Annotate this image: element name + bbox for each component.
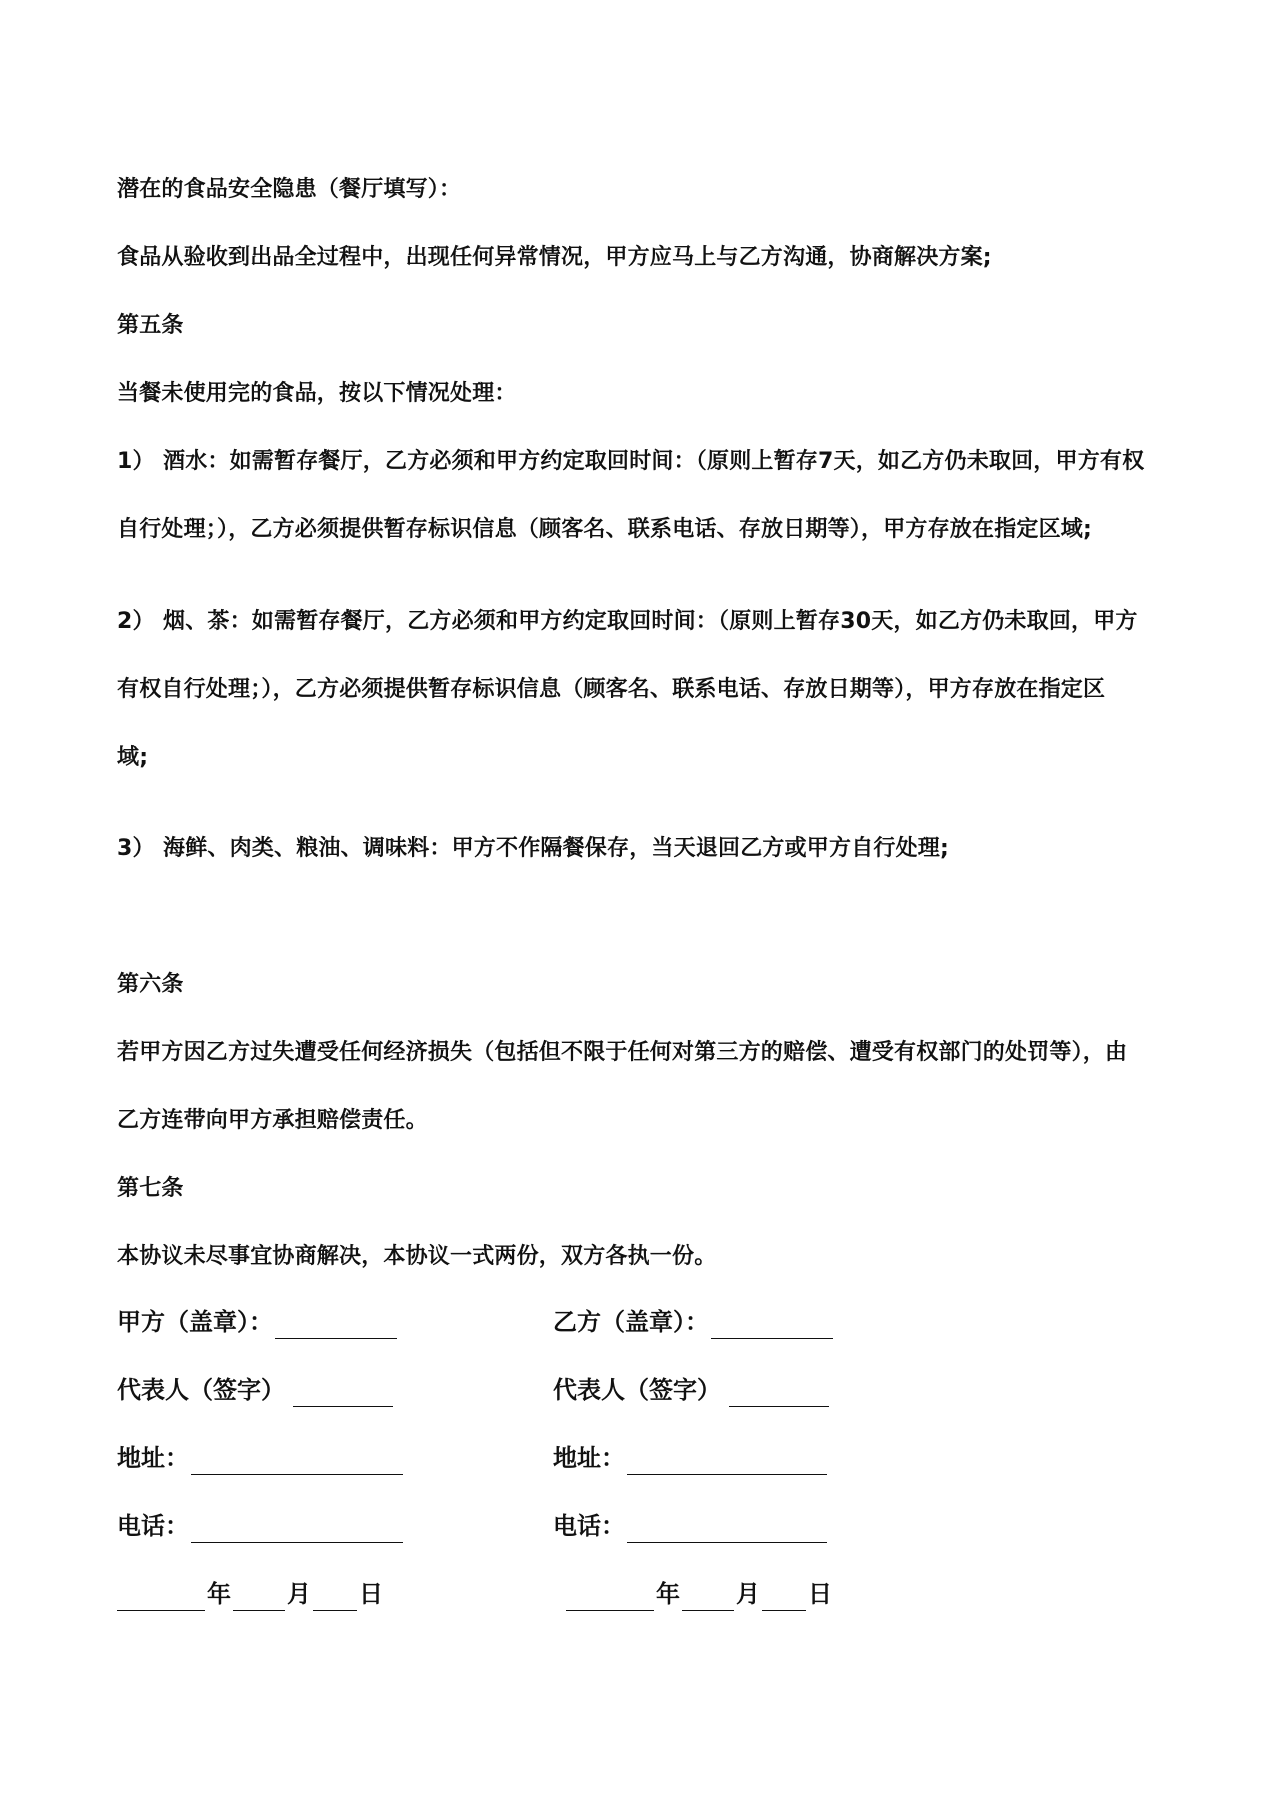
article-6-line-1: 若甲方因乙方过失遭受任何经济损失（包括但不限于任何对第三方的赔偿、遭受有权部门的处罚等），由 [117, 1040, 1128, 1065]
party-a-year-blank[interactable] [117, 1584, 205, 1611]
item-number: 2） [117, 609, 155, 634]
party-a-phone-blank[interactable] [191, 1516, 403, 1543]
party-a-seal-blank[interactable] [275, 1312, 397, 1339]
party-b-address-line [553, 1441, 829, 1475]
party-b-representative-blank[interactable] [729, 1380, 829, 1407]
party-a-representative-label: 代表人（签字） [117, 1376, 285, 1404]
party-b-phone-line [553, 1509, 829, 1543]
year-label: 年 [656, 1580, 680, 1608]
article-5-item-2-line-2: 有权自行处理；），乙方必须提供暂存标识信息（顾客名、联系电话、存放日期等），甲方存放在指定区 [117, 677, 1106, 702]
party-a-phone-line [117, 1509, 405, 1543]
article-5-title: 第五条 [117, 313, 184, 338]
item-text: 酒水：如需暂存餐厅，乙方必须和甲方约定取回时间：（原则上暂存7天，如乙方仍未取回，甲方有权 [163, 449, 1145, 474]
party-a-representative-blank[interactable] [293, 1380, 393, 1407]
article-5-item-1-line-2: 自行处理；），乙方必须提供暂存标识信息（顾客名、联系电话、存放日期等），甲方存放在指定区域; [117, 517, 1093, 542]
day-label: 日 [359, 1580, 383, 1608]
item-number: 1） [117, 449, 155, 474]
item-text: 海鲜、肉类、粮油、调味料：甲方不作隔餐保存，当天退回乙方或甲方自行处理; [163, 836, 950, 861]
party-a-address-label: 地址： [117, 1444, 189, 1472]
party-a-seal-label: 甲方（盖章）： [117, 1308, 273, 1336]
party-a-address-line [117, 1441, 405, 1475]
food-safety-text: 食品从验收到出品全过程中，出现任何异常情况，甲方应马上与乙方沟通，协商解决方案; [117, 245, 992, 270]
party-b-month-blank[interactable] [682, 1584, 734, 1611]
article-5-intro: 当餐未使用完的食品，按以下情况处理： [117, 381, 517, 406]
party-a-phone-label: 电话： [117, 1512, 189, 1540]
party-b-phone-blank[interactable] [627, 1516, 827, 1543]
party-b-seal-line [553, 1305, 835, 1339]
party-b-address-label: 地址： [553, 1444, 625, 1472]
party-a-month-blank[interactable] [233, 1584, 285, 1611]
party-a-seal-line [117, 1305, 399, 1339]
article-7-title: 第七条 [117, 1176, 184, 1201]
party-a-date-line [117, 1577, 383, 1611]
party-b-seal-label: 乙方（盖章）： [553, 1308, 709, 1336]
day-label: 日 [808, 1580, 832, 1608]
party-b-day-blank[interactable] [762, 1584, 806, 1611]
party-a-day-blank[interactable] [313, 1584, 357, 1611]
month-label: 月 [736, 1580, 760, 1608]
party-b-representative-line [553, 1373, 831, 1407]
article-5-item-2-line-3: 域; [117, 745, 149, 770]
party-b-address-blank[interactable] [627, 1448, 827, 1475]
article-7-text: 本协议未尽事宜协商解决，本协议一式两份，双方各执一份。 [117, 1244, 717, 1269]
party-a-address-blank[interactable] [191, 1448, 403, 1475]
article-5-item-3 [117, 834, 949, 864]
item-text: 烟、茶：如需暂存餐厅，乙方必须和甲方约定取回时间：（原则上暂存30天，如乙方仍未取回，甲方 [163, 609, 1138, 634]
party-b-date-line [566, 1577, 832, 1611]
party-a-representative-line [117, 1373, 395, 1407]
article-5-item-1-line-1 [117, 447, 1144, 477]
party-b-seal-blank[interactable] [711, 1312, 833, 1339]
article-6-title: 第六条 [117, 972, 184, 997]
party-b-representative-label: 代表人（签字） [553, 1376, 721, 1404]
party-b-year-blank[interactable] [566, 1584, 654, 1611]
month-label: 月 [287, 1580, 311, 1608]
article-6-line-2: 乙方连带向甲方承担赔偿责任。 [117, 1108, 428, 1133]
article-5-item-2-line-1 [117, 607, 1138, 637]
year-label: 年 [207, 1580, 231, 1608]
item-number: 3） [117, 836, 155, 861]
food-safety-heading: 潜在的食品安全隐患（餐厅填写）： [117, 177, 462, 202]
party-b-phone-label: 电话： [553, 1512, 625, 1540]
